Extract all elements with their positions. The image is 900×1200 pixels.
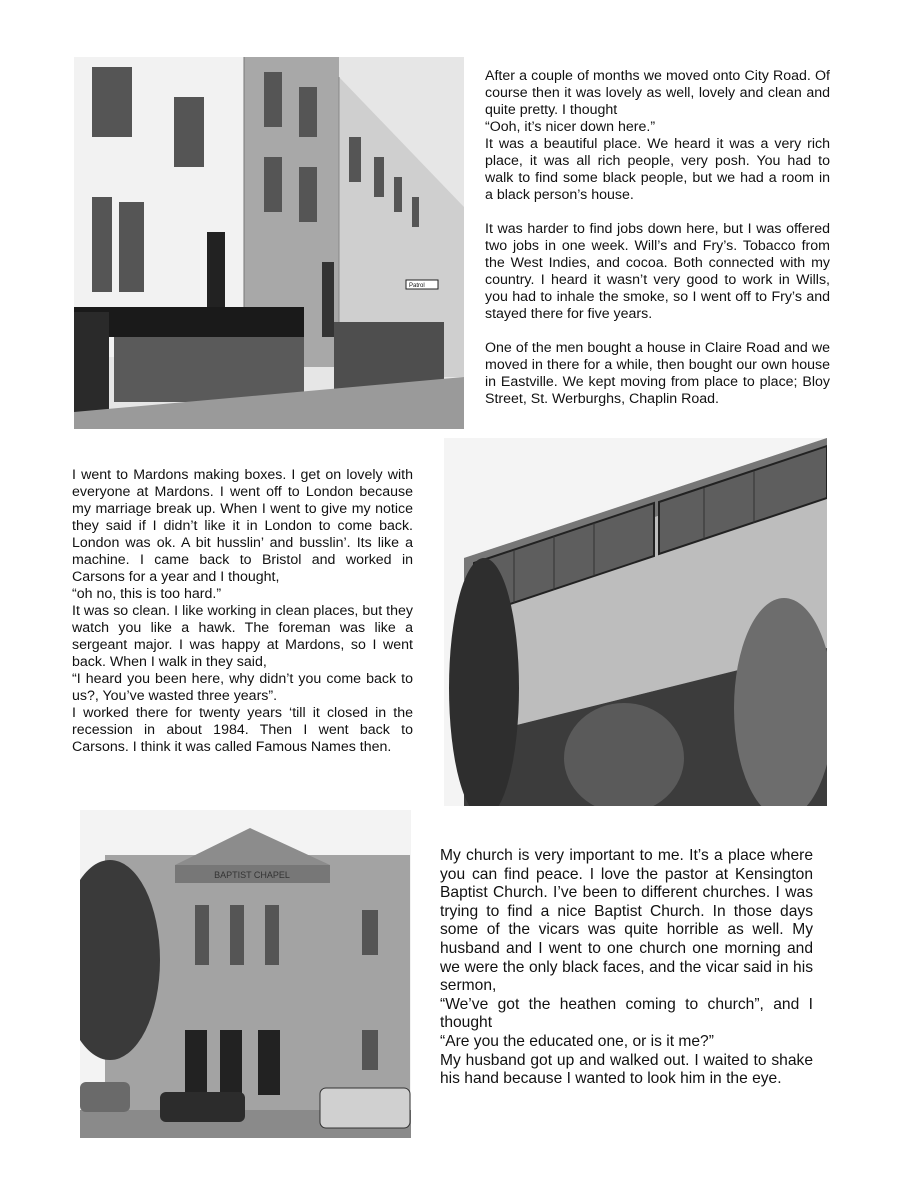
section-mardons-text [72,467,413,756]
paragraph: “I heard you been here, why didn’t you come back to us?, You’ve wasted three years”. [72,671,413,704]
section-city-road-text [485,68,830,408]
paragraph: My church is very important to me. It’s a place where you can find peace. I love the pastor at Kensington Baptist Church. I’ve been to different churches. I was trying to find a nice Baptist Church. In those days some of the vicars was quite horrible as well. My husband and I went to one church one morning and we were the only black faces, and the vicar said in his sermon, [440,847,813,995]
paragraph: My husband got up and walked out. I waited to shake his hand because I wanted to look him in the eye. [440,1051,813,1088]
paragraph: “Are you the educated one, or is it me?” [440,1032,714,1050]
paragraph: I went to Mardons making boxes. I get on lovely with everyone at Mardons. I went off to London because my marriage break up. When I went to give my notice they said if I didn’t like it in London to come back. London was ok. A bit husslin’ and busslin’. Its like a machine. I came back to Bristol and worked in Carsons for a year and I thought, [72,467,413,585]
paragraph: It was a beautiful place. We heard it was a very rich place, it was all rich people, very posh. You had to walk to find some black people, but we had a room in a black person’s house. [485,136,830,203]
factory-building-photo [444,438,827,806]
terrace-houses-photo [74,57,464,429]
paragraph: After a couple of months we moved onto City Road. Of course then it was lovely as well, lovely and clean and quite pretty. I thought [485,68,830,118]
paragraph: “We’ve got the heathen coming to church”, and I thought [440,995,813,1032]
paragraph: I worked there for twenty years ‘till it closed in the recession in about 1984. Then I went back to Carsons. I think it was called Famous Names then. [72,705,413,755]
paragraph: It was so clean. I like working in clean places, but they watch you like a hawk. The foreman was like a sergeant major. I was happy at Mardons, so I went back. When I walk in they said, [72,603,413,670]
patrol-sign-text: Patrol [409,283,425,289]
paragraph: “Ooh, it’s nicer down here.” [485,119,656,135]
section-church-text [440,847,813,1089]
paragraph: “oh no, this is too hard.” [72,586,222,602]
paragraph: One of the men bought a house in Claire Road and we moved in there for a while, then bought our own house in Eastville. We kept moving from place to place; Bloy Street, St. Werburghs, Chaplin Road. [485,340,830,407]
paragraph: It was harder to find jobs down here, but I was offered two jobs in one week. Will’s and Fry’s. Tobacco from the West Indies, and cocoa. Both connected with my country. I heard it wasn’t very good to work in Wills, you had to inhale the smoke, so I went off to Fry’s and stayed there for five years. [485,221,830,322]
baptist-chapel-photo [80,810,411,1138]
chapel-facade-text: BAPTIST CHAPEL [214,870,290,880]
